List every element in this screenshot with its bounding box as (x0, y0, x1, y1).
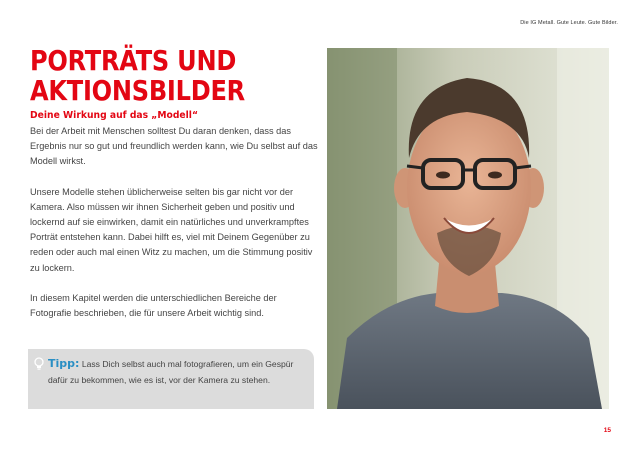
page-title (30, 46, 279, 106)
page-number: 15 (603, 427, 611, 434)
tip-label: Tipp: (48, 357, 80, 370)
page-title-line-1: PORTRÄTS UND (30, 44, 237, 77)
page-title-line-2: AKTIONSBILDER (30, 74, 245, 107)
lightbulb-icon (34, 357, 44, 371)
tip-box (28, 349, 314, 409)
paragraph-2: Unsere Modelle stehen üblicherweise selten bis gar nicht vor der Kamera. Also müssen wir ihnen Sicherheit geben und positiv und lockernd auf sie einwirken, damit ein natürliches und unverkrampftes Porträt entstehen kann. Dabei hilft es, viel mit Deinem Gegenüber zu reden oder auch mal einen Witz zu machen, um die Stimmung positiv zu lockern. (30, 186, 313, 273)
tip-body: Lass Dich selbst auch mal fotografieren, um ein Gespür dafür zu bekommen, wie es ist, vor der Kamera zu stehen. (48, 359, 294, 385)
page-subtitle: Deine Wirkung auf das „Modell“ (30, 110, 199, 121)
header-tagline: Die IG Metall. Gute Leute. Gute Bilder. (520, 20, 618, 26)
paragraph-3: In diesem Kapitel werden die unterschiedlichen Bereiche der Fotografie beschrieben, die für unsere Arbeit wichtig sind. (30, 292, 277, 319)
tip-text (48, 356, 306, 388)
portrait-photo (327, 48, 609, 409)
body-text (30, 124, 320, 336)
paragraph-1: Bei der Arbeit mit Menschen solltest Du daran denken, dass das Ergebnis nur so gut und freundlich werden kann, wie Du selbst auf das Modell wirkst. (30, 126, 318, 167)
